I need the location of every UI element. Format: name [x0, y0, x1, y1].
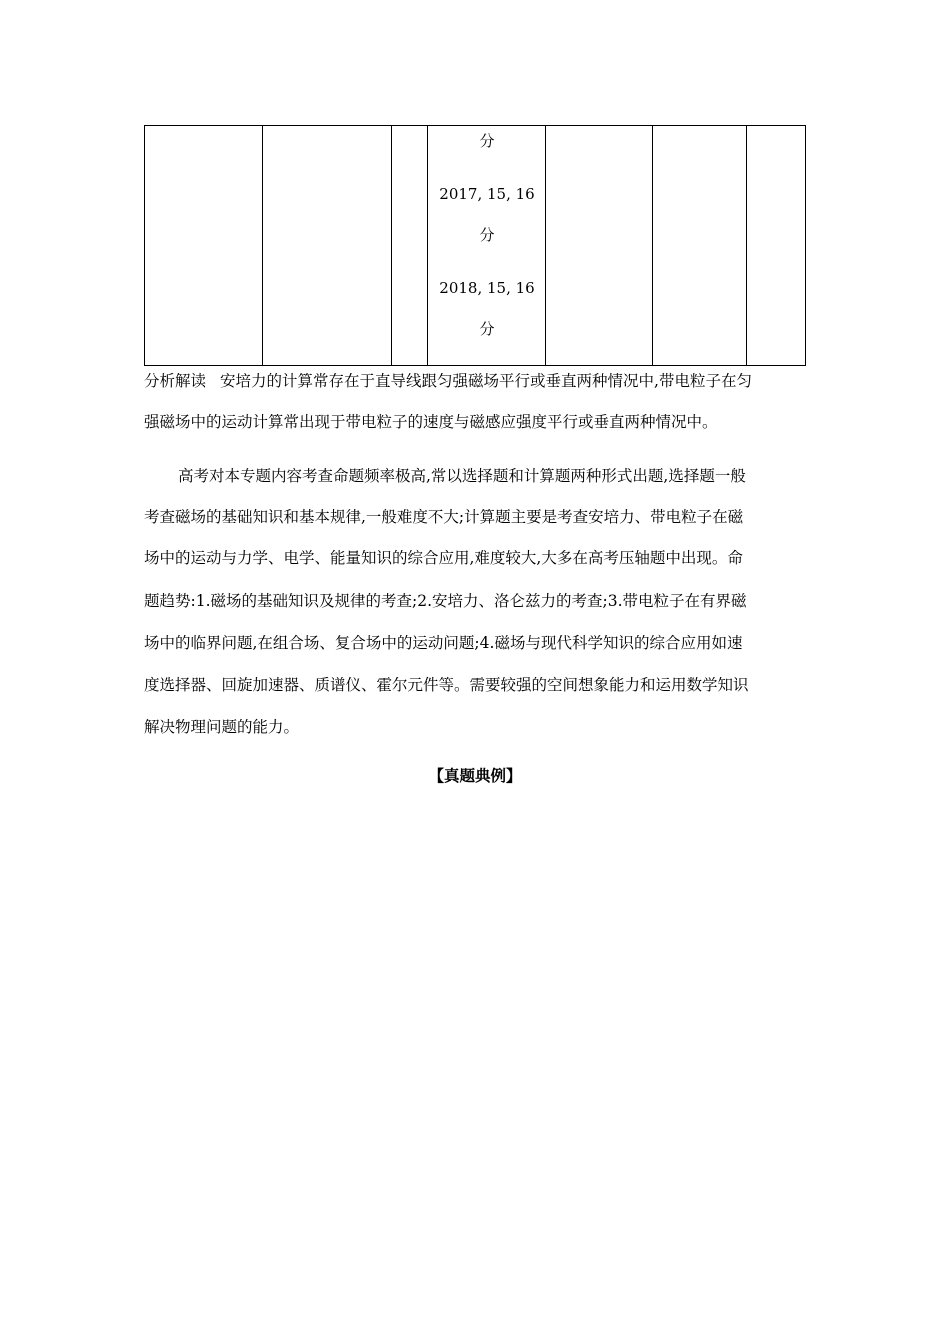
body-line: 考查磁场的基础知识和基本规律,一般难度不大;计算题主要是考查安培力、带电粒子在磁 — [144, 508, 744, 526]
analysis-text: 安培力的计算常存在于直导线跟匀强磁场平行或垂直两种情况中,带电粒子在匀 — [220, 372, 752, 390]
table-column-divider — [652, 126, 653, 365]
table-cell-text: 2017, 15, 16 — [439, 185, 535, 203]
body-line: 解决物理问题的能力。 — [144, 718, 300, 736]
table-column-divider — [391, 126, 392, 365]
body-line: 高考对本专题内容考查命题频率极高,常以选择题和计算题两种形式出题,选择题一般 — [178, 467, 746, 485]
score-table-fragment — [144, 125, 806, 366]
analysis-label: 分析解读 — [144, 372, 207, 390]
table-cell-text: 分 — [479, 226, 495, 244]
table-column-divider — [262, 126, 263, 365]
analysis-line: 强磁场中的运动计算常出现于带电粒子的速度与磁感应强度平行或垂直两种情况中。 — [144, 413, 718, 431]
table-column-divider — [746, 126, 747, 365]
body-line: 场中的运动与力学、电学、能量知识的综合应用,难度较大,大多在高考压轴题中出现。命 — [144, 549, 743, 567]
table-cell-text: 2018, 15, 16 — [439, 279, 535, 297]
section-title: 【真题典例】 — [428, 766, 522, 785]
body-line: 场中的临界问题,在组合场、复合场中的运动问题;4.磁场与现代科学知识的综合应用如速 — [144, 634, 743, 652]
body-line: 度选择器、回旋加速器、质谱仪、霍尔元件等。需要较强的空间想象能力和运用数学知识 — [144, 676, 749, 694]
table-cell-text: 分 — [479, 132, 495, 150]
body-line: 题趋势:1.磁场的基础知识及规律的考查;2.安培力、洛仑兹力的考查;3.带电粒子在有界磁 — [144, 592, 747, 610]
table-cell-text: 分 — [479, 320, 495, 338]
analysis-line — [144, 371, 808, 391]
